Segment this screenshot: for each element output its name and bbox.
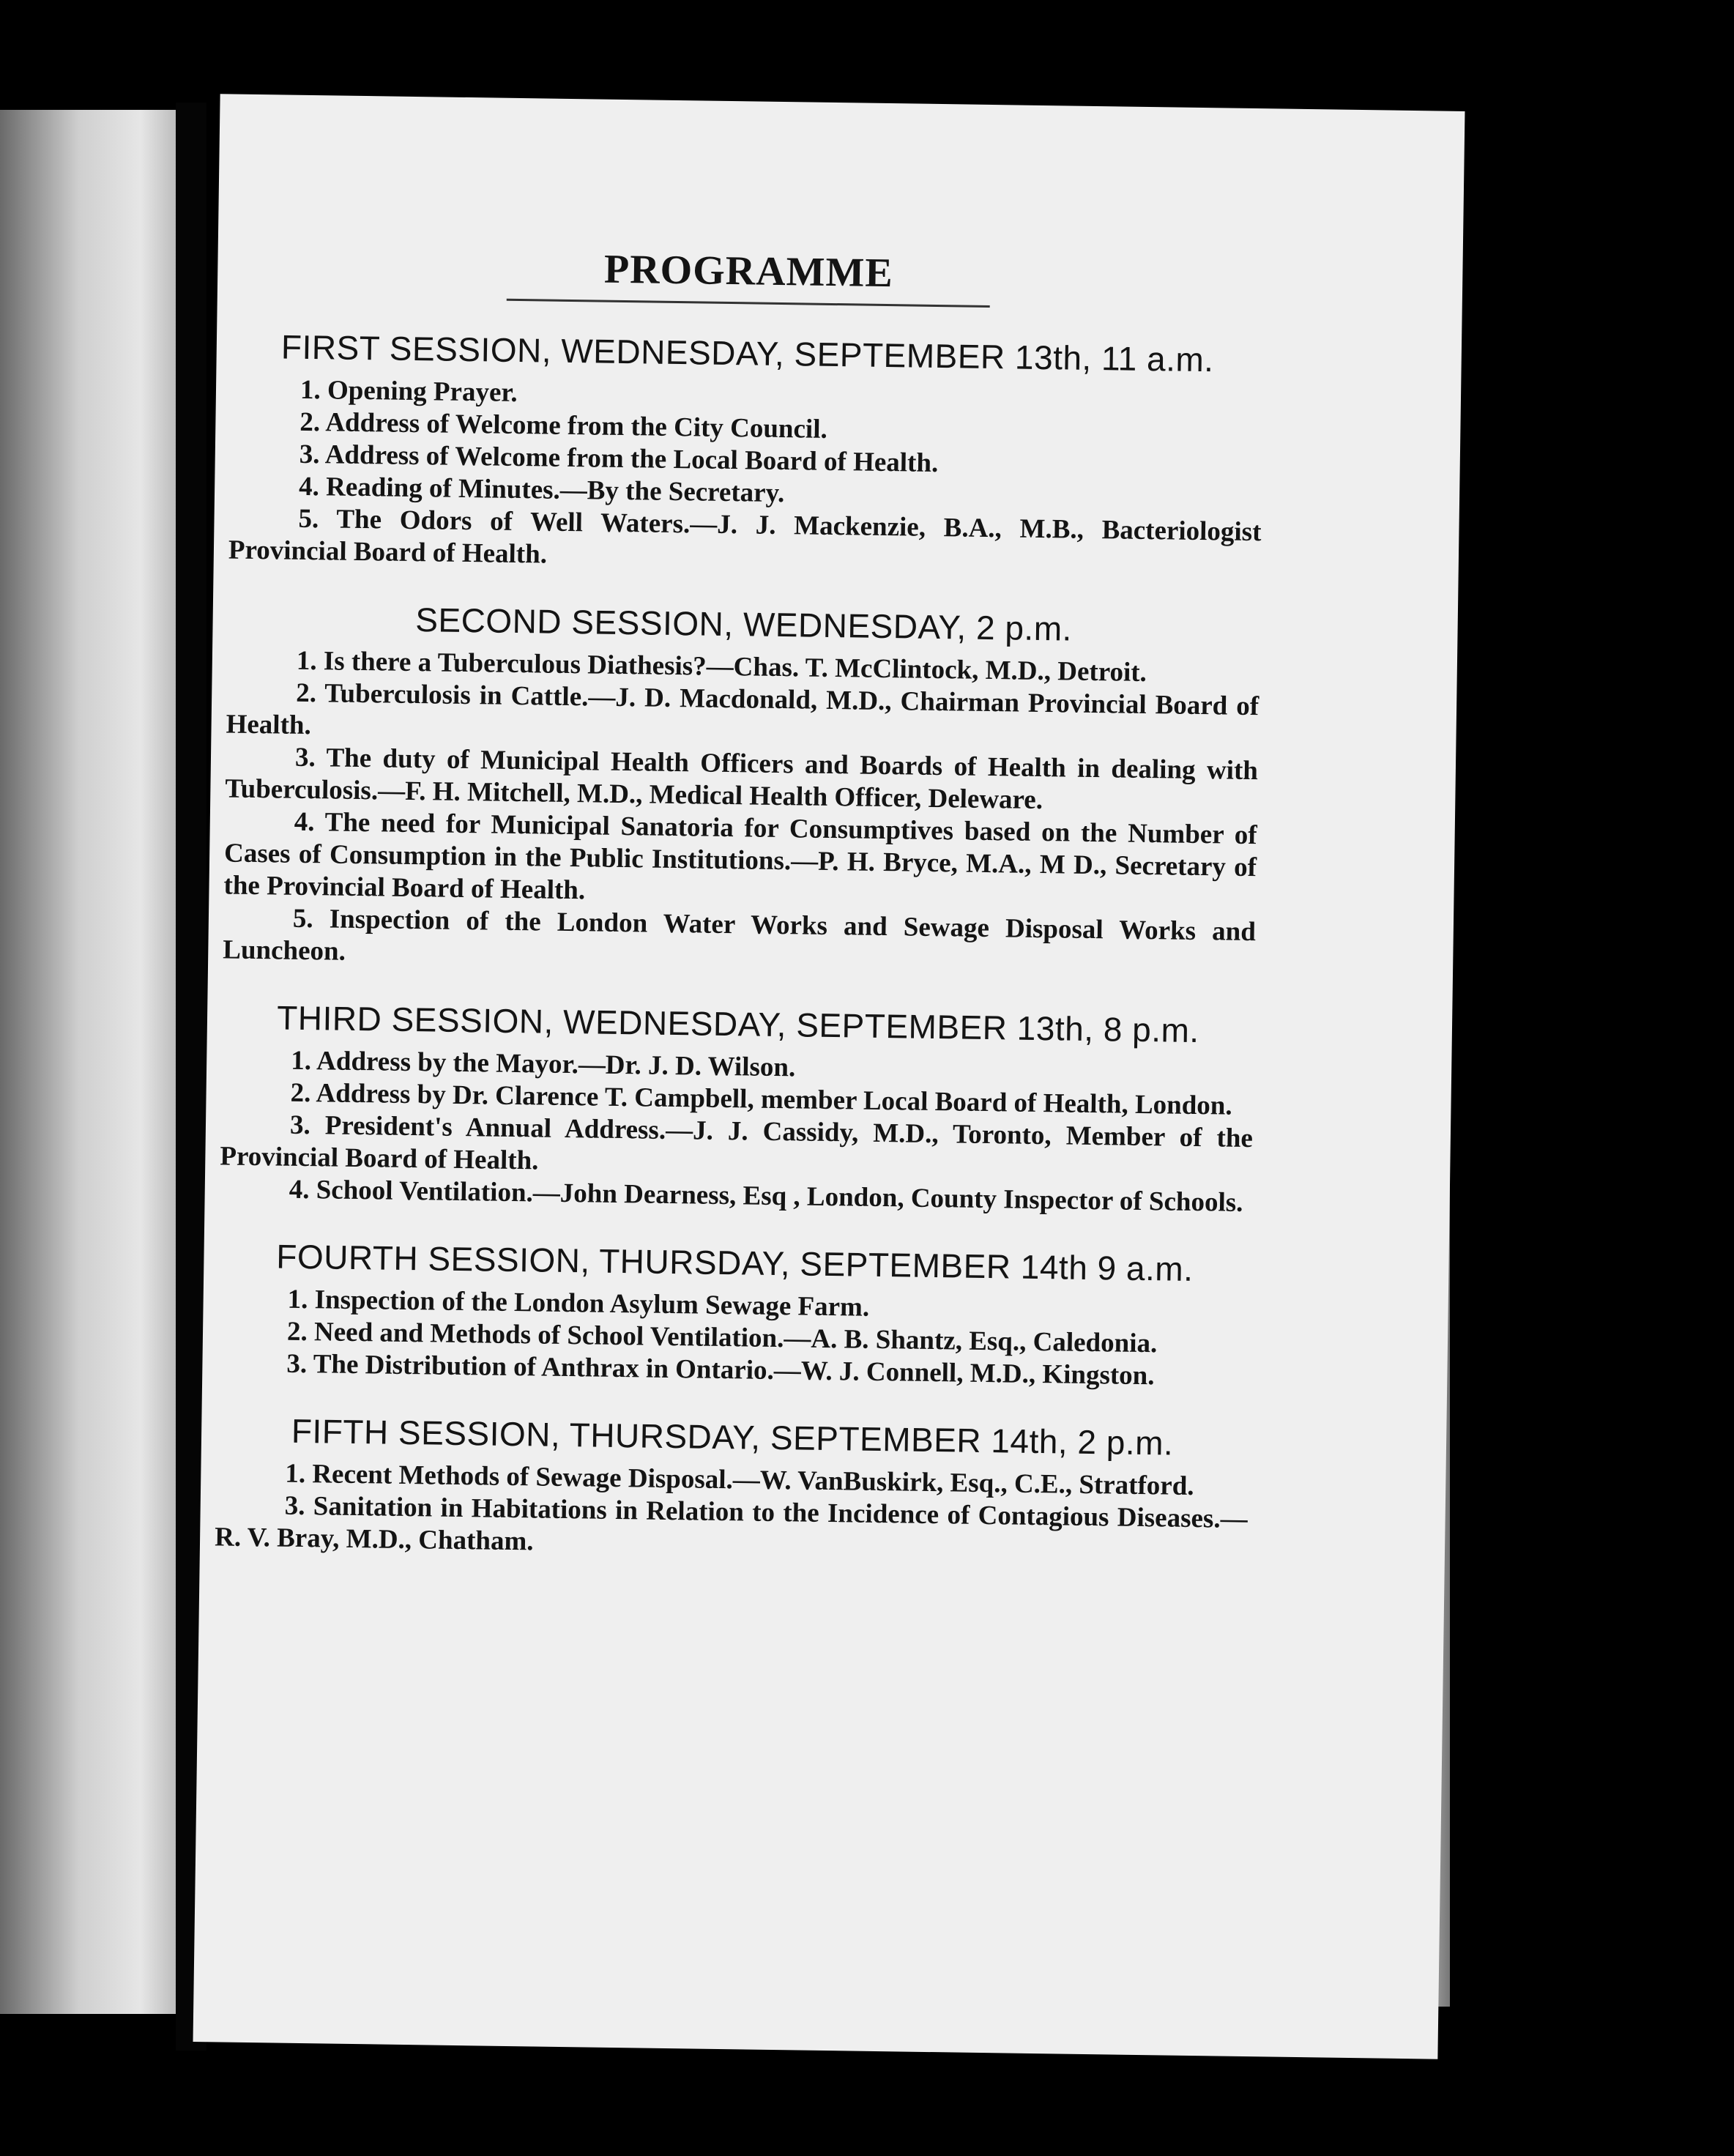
left-facing-page <box>0 110 176 2014</box>
session-heading: FIRST SESSION, WEDNESDAY, SEPTEMBER 13th, 11 a.m. <box>280 327 1214 379</box>
session-heading: FOURTH SESSION, THURSDAY, SEPTEMBER 14th 9 a.m. <box>276 1237 1194 1288</box>
session-second <box>223 597 1260 981</box>
agenda-item: 2. Need and Methods of School Ventilation.—A. B. Shantz, Esq., Caledonia. <box>286 1316 1158 1359</box>
agenda-item: 5. The Odors of Well Waters.—J. J. Mackenzie, B.A., M.B., Bacteriologist Provincial Board of Health. <box>228 503 1262 570</box>
agenda-item: 3. The Distribution of Anthrax in Ontario.—W. J. Connell, M.D., Kingston. <box>286 1348 1155 1391</box>
page-title: PROGRAMME <box>507 245 991 308</box>
agenda-item: 3. The duty of Municipal Health Officers and Boards of Health in dealing with Tuberculosis.—F. H. Mitchell, M.D., Medical Health Officer, Deleware. <box>225 742 1259 816</box>
session-heading: SECOND SESSION, WEDNESDAY, 2 p.m. <box>414 601 1073 648</box>
agenda-item: 1. Is there a Tuberculous Diathesis?—Chas. T. McClintock, M.D., Detroit. <box>296 645 1147 688</box>
session-fourth <box>217 1235 1251 1394</box>
session-first <box>228 327 1264 581</box>
agenda-item: 5. Inspection of the London Water Works and Sewage Disposal Works and Luncheon. <box>223 903 1257 967</box>
agenda-item: 4. Reading of Minutes.—By the Secretary. <box>298 471 785 509</box>
agenda-item: 1. Address by the Mayor.—Dr. J. D. Wilson. <box>290 1045 796 1083</box>
session-third <box>219 997 1254 1219</box>
programme-page <box>193 94 1465 2059</box>
agenda-item: 1. Recent Methods of Sewage Disposal.—W. VanBuskirk, Esq., C.E., Stratford. <box>285 1458 1194 1502</box>
session-heading: FIFTH SESSION, THURSDAY, SEPTEMBER 14th, 2 p.m. <box>291 1411 1174 1462</box>
agenda-item: 1. Inspection of the London Asylum Sewage Farm. <box>287 1284 870 1323</box>
agenda-item: 3. Sanitation in Habitations in Relation to the Incidence of Contagious Diseases.—R. V. Bray, M.D., Chatham. <box>214 1490 1248 1557</box>
agenda-item: 4. School Ventilation.—John Dearness, Esq , London, County Inspector of Schools. <box>289 1174 1243 1218</box>
agenda-item: 3. President's Annual Address.—J. J. Cassidy, M.D., Toronto, Member of the Provincial Board of Health. <box>220 1109 1254 1176</box>
agenda-item: 4. The need for Municipal Sanatoria for Consumptives based on the Number of Cases of Consumption in the Public Institutions.—P. H. Bryce, M.A., M D., Secretary of the Provincial Board of Health. <box>223 806 1257 906</box>
session-fifth <box>215 1410 1249 1568</box>
agenda-item: 2. Address of Welcome from the City Council. <box>299 406 828 445</box>
page-content <box>214 241 1265 1599</box>
session-heading: THIRD SESSION, WEDNESDAY, SEPTEMBER 13th, 8 p.m. <box>276 998 1200 1050</box>
agenda-item: 3. Address of Welcome from the Local Board of Health. <box>299 439 939 479</box>
agenda-item: 1. Opening Prayer. <box>299 374 518 408</box>
agenda-item: 2. Tuberculosis in Cattle.—J. D. Macdonald, M.D., Chairman Provincial Board of Health. <box>226 677 1259 741</box>
agenda-item: 2. Address by Dr. Clarence T. Campbell, member Local Board of Health, London. <box>290 1077 1232 1121</box>
